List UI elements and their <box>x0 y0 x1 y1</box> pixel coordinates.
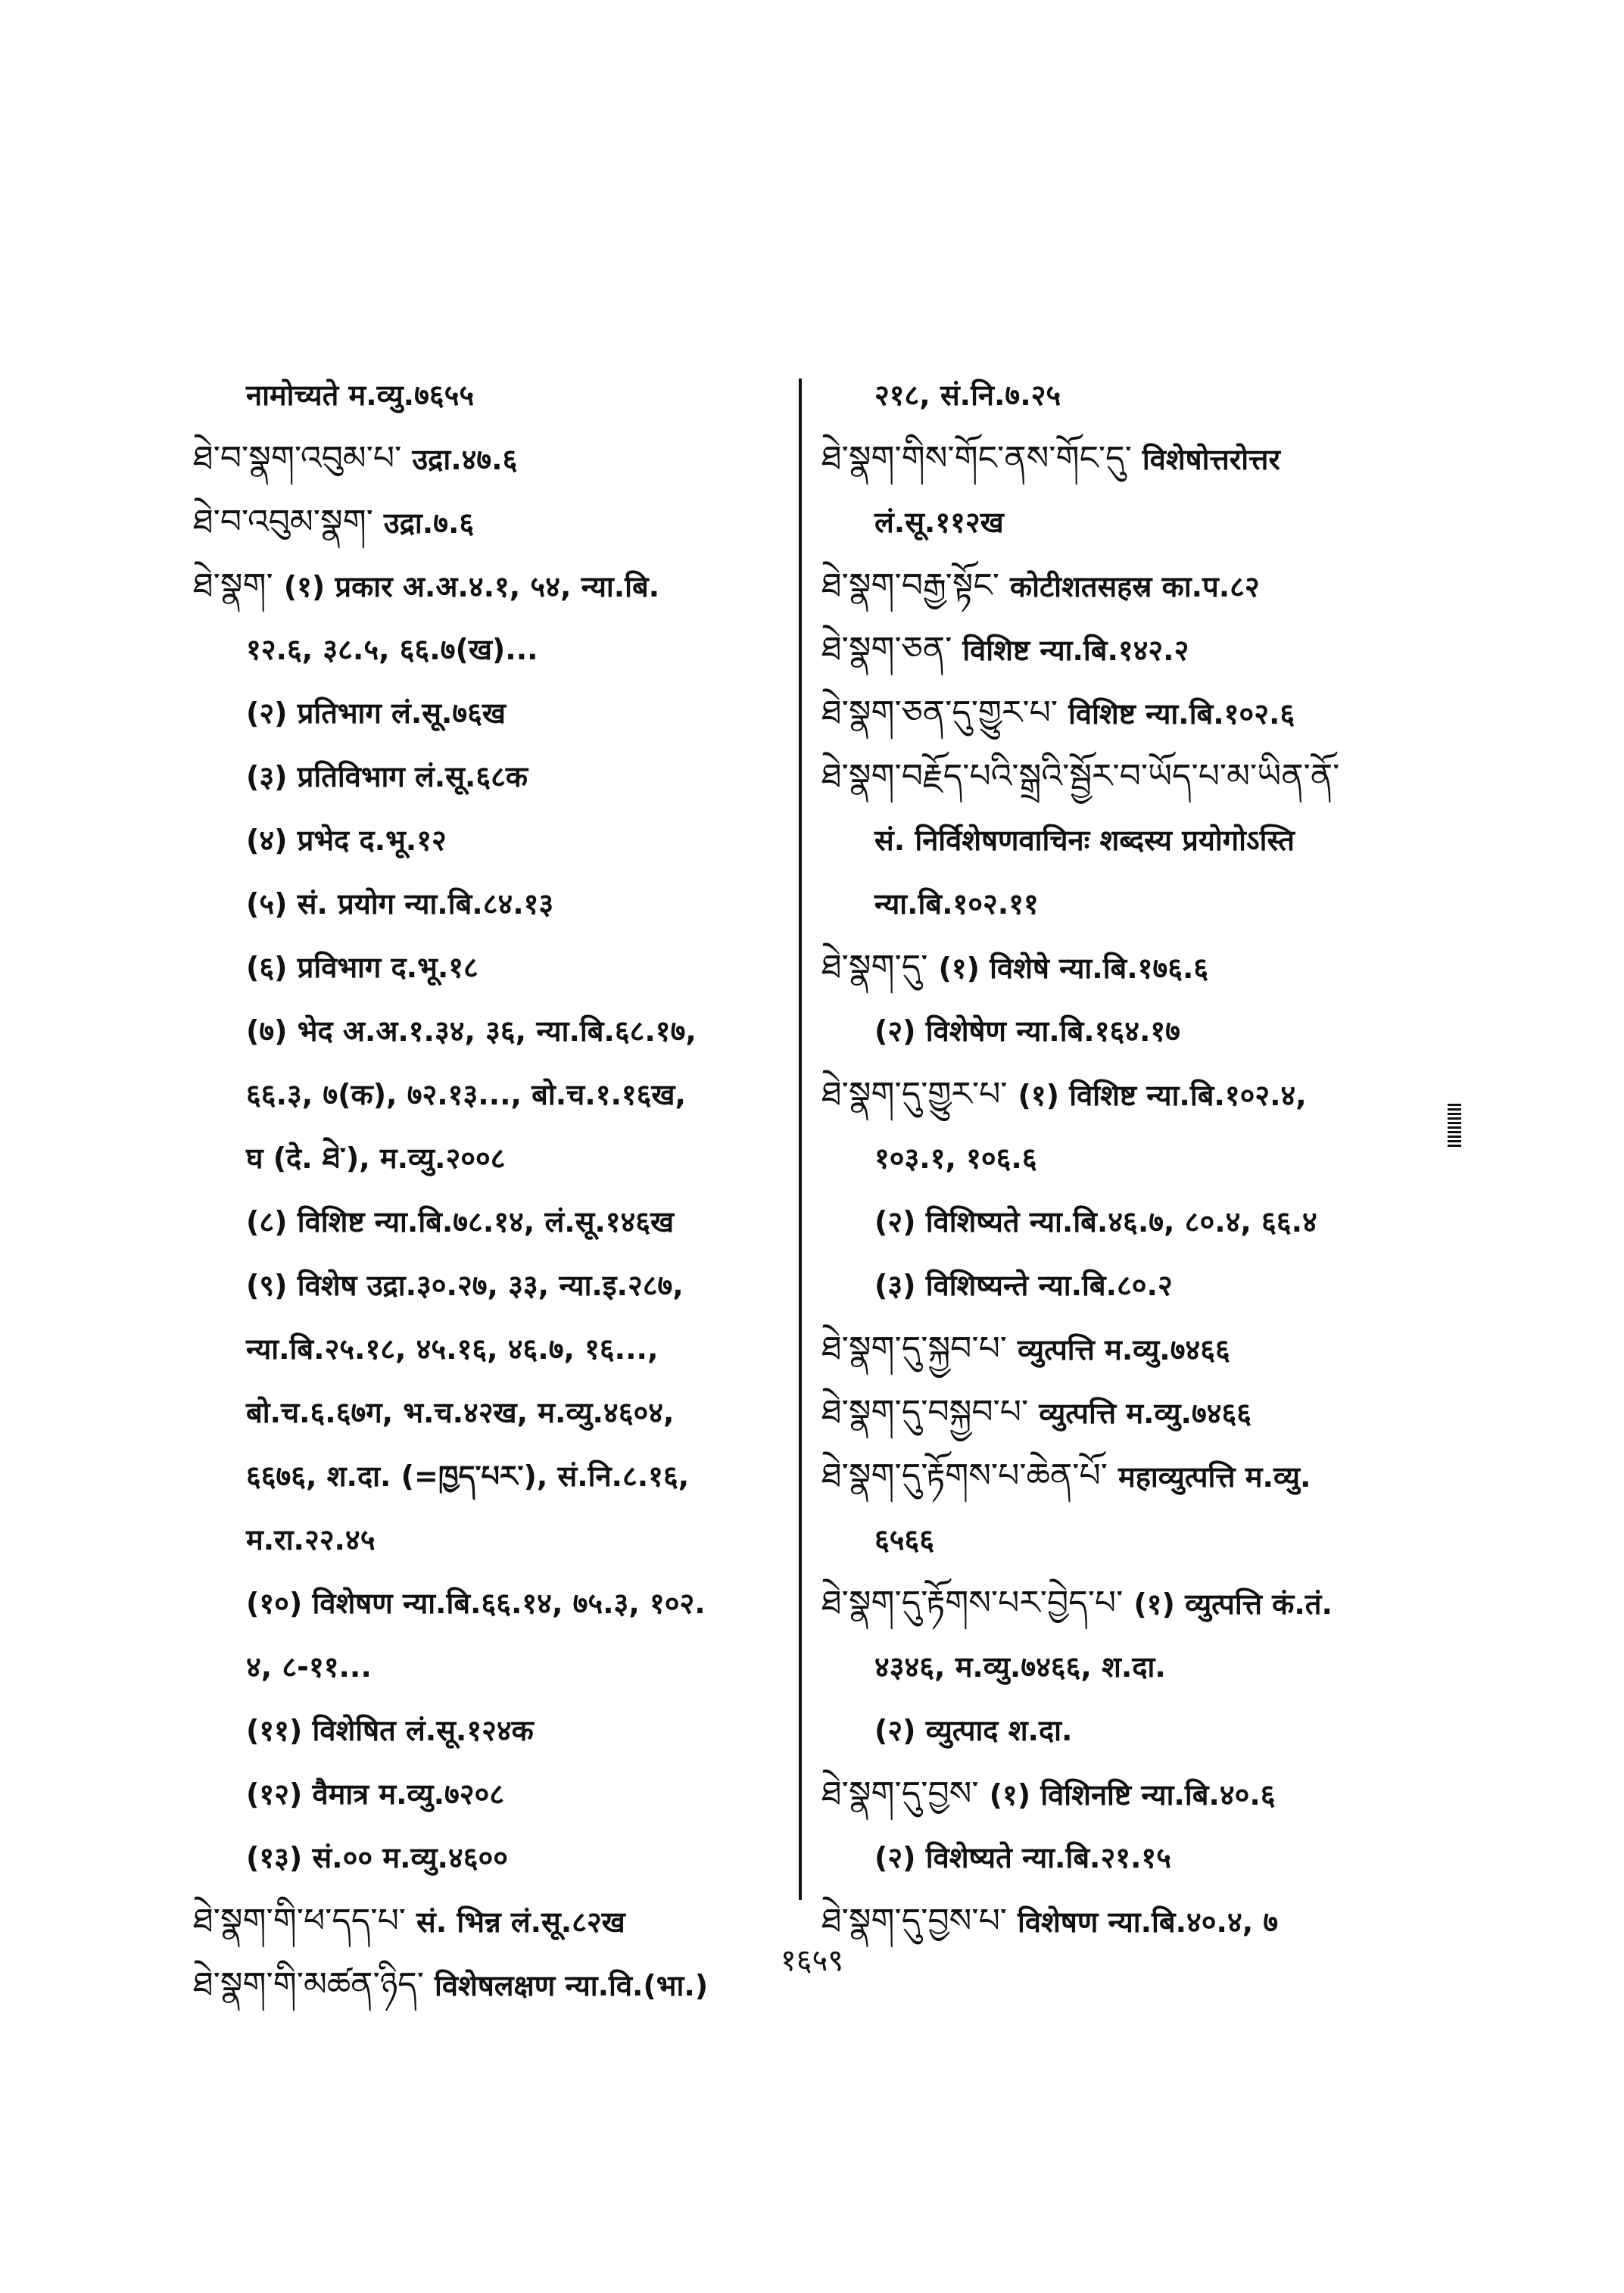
entry-continuation-line <box>193 618 791 681</box>
entry-headword-line <box>193 427 791 491</box>
entry-continuation-line <box>193 1572 791 1635</box>
tibetan-headword: ཐེ་སྣག་ཅན་དུ་གྱུར་པ་ <box>821 693 1058 732</box>
entry-headword-line <box>821 427 1450 491</box>
entry-continuation-line <box>193 1508 791 1572</box>
tibetan-headword: ཐེ་སྣག་ <box>193 566 273 605</box>
entry-headword-line <box>821 1381 1450 1444</box>
entry-continuation-line <box>821 1508 1450 1572</box>
entry-continuation-line <box>821 999 1450 1063</box>
sanskrit-gloss: बो.च.६.६७ग, भ.च.४२ख, म.व्यु.४६०४, <box>246 1396 675 1429</box>
entry-continuation-line <box>193 1190 791 1254</box>
entry-headword-line <box>821 1444 1450 1508</box>
entry-continuation-line <box>193 1762 791 1826</box>
sanskrit-gloss: न्या.बि.१०२.११ <box>874 887 1039 921</box>
sanskrit-gloss: (१०) विशेषण न्या.बि.६६.१४, ७५.३, १०२. <box>246 1587 706 1620</box>
tibetan-headword: ཐེ་བ་སྣག་འབུམ་པ་ <box>193 439 402 478</box>
sanskrit-gloss: (९) विशेष उद्रा.३०.२७, ३३, न्या.इ.२८७, <box>246 1269 684 1302</box>
tibetan-headword: ཐེ་སྣག་དུ་ <box>821 948 928 986</box>
sanskrit-gloss: १०३.१, १०६.६ <box>874 1142 1037 1175</box>
entry-headword-line <box>821 1762 1450 1826</box>
sanskrit-gloss: ६५६६ <box>874 1523 935 1556</box>
sanskrit-gloss: (२) विशेष्यते न्या.बि.२१.१५ <box>874 1841 1171 1874</box>
column-divider <box>799 379 802 1900</box>
entry-continuation-line <box>193 1254 791 1317</box>
sanskrit-gloss: (१) विशिनष्टि न्या.बि.४०.६ <box>989 1778 1276 1812</box>
entry-continuation-line <box>821 872 1450 936</box>
sanskrit-gloss: विशेषोत्तरोत्तर <box>1142 443 1280 476</box>
sanskrit-gloss: (२) विशेषेण न्या.बि.१६४.१७ <box>874 1014 1180 1048</box>
entry-continuation-line <box>193 1826 791 1890</box>
sanskrit-gloss: विशेषलक्षण न्या.वि.(भा.) <box>435 1969 709 2002</box>
sanskrit-gloss: (६) प्रविभाग द.भू.१८ <box>246 951 478 984</box>
entry-continuation-line <box>821 491 1450 554</box>
sanskrit-gloss: सं. भिन्न लं.सू.८२ख <box>416 1905 625 1939</box>
tibetan-headword: ཐེ་སྣག་གི་ཕ་དད་པ་ <box>193 1902 407 1940</box>
entry-headword-line <box>821 618 1450 681</box>
sanskrit-gloss: (११) विशेषित लं.सू.१२४क <box>246 1714 534 1747</box>
right-column <box>821 363 1450 1953</box>
sanskrit-gloss: (७) भेद अ.अ.१.३४, ३६, न्या.बि.६८.१७, <box>246 1014 697 1048</box>
tibetan-headword: ཐེ་སྣག་གི་མཚན་ཉིད་ <box>193 1965 425 2004</box>
entry-continuation-line <box>193 936 791 999</box>
entry-continuation-line <box>821 1699 1450 1762</box>
sanskrit-gloss: (३) विशिष्यन्ते न्या.बि.८०.२ <box>874 1269 1173 1302</box>
sanskrit-gloss: विशिष्ट न्या.बि.१०२.६ <box>1068 697 1295 731</box>
entry-continuation-line <box>821 1826 1450 1890</box>
entry-continuation-line <box>193 1381 791 1444</box>
sanskrit-gloss: (२) व्युत्पाद श.दा. <box>874 1714 1073 1747</box>
sanskrit-gloss: २१८, सं.नि.७.२५ <box>874 379 1061 412</box>
tibetan-headword: ཐེ་བ་འབུམ་སྣག་ <box>193 503 373 541</box>
tibetan-headword: ཐེ་སྣག་གིས་གོང་ནས་གོང་དུ་ <box>821 439 1132 478</box>
entry-continuation-line <box>193 1317 791 1381</box>
entry-continuation-line <box>193 1063 791 1126</box>
sanskrit-gloss: ४, ८-११... <box>246 1650 372 1684</box>
entry-continuation-line <box>821 1635 1450 1699</box>
entry-headword-line <box>821 1063 1450 1126</box>
entry-headword-line <box>821 1572 1450 1635</box>
sanskrit-gloss: विशेषण न्या.बि.४०.४, ७ <box>1018 1905 1279 1939</box>
sanskrit-gloss: (१) विशेषे न्या.बि.१७६.६ <box>938 952 1209 985</box>
sanskrit-gloss: विशिष्ट न्या.बि.१४२.२ <box>962 634 1189 667</box>
entry-continuation-line <box>193 681 791 745</box>
sanskrit-gloss: (२) विशिष्यते न्या.बि.४६.७, ८०.४, ६६.४ <box>874 1205 1317 1238</box>
sanskrit-gloss: (५) सं. प्रयोग न्या.बि.८४.१३ <box>246 887 554 921</box>
sanskrit-gloss: न्या.बि.२५.१८, ४५.१६, ४६.७, १६..., <box>246 1332 659 1366</box>
sanskrit-gloss: घ (दे. ཐེ་), म.व्यु.२००८ <box>246 1142 506 1175</box>
left-column <box>193 363 791 2017</box>
entry-continuation-line <box>193 363 791 427</box>
sanskrit-gloss: (१) प्रकार अ.अ.४.१, ५४, न्या.बि. <box>283 570 660 603</box>
sanskrit-gloss: नामोच्यते म.व्यु.७६५५ <box>246 379 475 412</box>
entry-headword-line <box>821 936 1450 999</box>
tibetan-headword: ཐེ་སྣག་དུ་བྱས་པ་ <box>821 1902 1008 1940</box>
entry-continuation-line <box>193 1444 791 1508</box>
entry-continuation-line <box>193 1635 791 1699</box>
tibetan-headword: ཐེ་སྣག་བརྒྱ་སྟོང་ <box>821 566 999 605</box>
sanskrit-gloss: (८) विशिष्ट न्या.बि.७८.१४, लं.सू.१४६ख <box>246 1205 675 1238</box>
entry-continuation-line <box>821 1126 1450 1190</box>
sanskrit-gloss: (१२) वैमात्र म.व्यु.७२०८ <box>246 1777 505 1811</box>
sanskrit-gloss: महाव्युत्पत्ति म.व्यु. <box>1117 1460 1311 1494</box>
tibetan-headword: ཐེ་སྣག་དུ་རྟོགས་པར་བྱེད་པ་ <box>821 1584 1124 1622</box>
entry-headword-line <box>193 554 791 618</box>
entry-continuation-line <box>193 1699 791 1762</box>
entry-continuation-line <box>821 363 1450 427</box>
sanskrit-gloss: (२) प्रतिभाग लं.सू.७६ख <box>246 696 506 730</box>
tibetan-headword: ཐེ་སྣག་བརྗོད་པའི་སྒྲའི་སྦྱོར་བ་ཡོད་པ་མ་ཡིན་ནོ་ <box>821 757 1340 796</box>
sanskrit-gloss: (१) विशिष्ट न्या.बि.१०२.४, <box>1018 1079 1307 1112</box>
page-number: १६५९ <box>780 1943 844 1978</box>
entry-continuation-line <box>821 1190 1450 1254</box>
tibetan-headword: ཐེ་སྣག་དུ་བྱས་ <box>821 1774 979 1813</box>
sanskrit-gloss: उद्रा.७.६ <box>383 506 475 540</box>
sanskrit-gloss: ६६.३, ७(क), ७२.१३..., बो.च.१.१६ख, <box>246 1078 686 1111</box>
entry-headword-line <box>821 681 1450 745</box>
tibetan-headword: ཐེ་སྣག་དུ་བསྐྱབ་པ་ <box>821 1393 1029 1432</box>
sanskrit-gloss: (४) प्रभेद द.भू.१२ <box>246 824 447 857</box>
entry-continuation-line <box>821 1254 1450 1317</box>
margin-mark <box>1448 1101 1461 1147</box>
sanskrit-gloss: म.रा.२२.४५ <box>246 1523 376 1556</box>
entry-continuation-line <box>821 808 1450 872</box>
sanskrit-gloss: (१) व्युत्पत्ति कं.तं. <box>1133 1587 1333 1621</box>
sanskrit-gloss: ६६७६, श.दा. (=ཁྱད་པར་), सं.नि.८.१६, <box>246 1460 690 1493</box>
sanskrit-gloss: लं.सू.११२ख <box>874 506 1004 539</box>
tibetan-headword: ཐེ་སྣག་དུ་སྐྱབ་པ་ <box>821 1329 1008 1368</box>
entry-headword-line <box>821 554 1450 618</box>
entry-headword-line <box>193 491 791 554</box>
sanskrit-gloss: (३) प्रतिविभाग लं.सू.६८क <box>246 760 528 793</box>
entry-continuation-line <box>193 999 791 1063</box>
tibetan-headword: ཐེ་སྣག་ཅན་ <box>821 630 952 668</box>
sanskrit-gloss: (१३) सं.०० म.व्यु.४६०० <box>246 1841 509 1874</box>
entry-continuation-line <box>193 1126 791 1190</box>
entry-headword-line <box>821 745 1450 808</box>
sanskrit-gloss: ४३४६, म.व्यु.७४६६, श.दा. <box>874 1650 1166 1684</box>
entry-continuation-line <box>193 872 791 936</box>
tibetan-headword: ཐེ་སྣག་དུ་རྟོགས་པ་ཆེན་པོ་ <box>821 1456 1108 1495</box>
sanskrit-gloss: व्युत्पत्ति म.व्यु.७४६६ <box>1039 1397 1252 1430</box>
entry-continuation-line <box>193 745 791 808</box>
sanskrit-gloss: व्युत्पत्ति म.व्यु.७४६६ <box>1018 1333 1230 1366</box>
entry-continuation-line <box>193 808 791 872</box>
sanskrit-gloss: सं. निर्विशेषणवाचिनः शब्दस्य प्रयोगोऽस्ति <box>874 824 1295 857</box>
entry-headword-line <box>821 1317 1450 1381</box>
sanskrit-gloss: १२.६, ३८.५, ६६.७(ख)... <box>246 633 538 666</box>
tibetan-headword: ཐེ་སྣག་དུ་གྱུར་པ་ <box>821 1075 1008 1114</box>
sanskrit-gloss: उद्रा.४७.६ <box>412 443 518 476</box>
sanskrit-gloss: कोटीशतसहस्र का.प.८२ <box>1009 570 1260 603</box>
